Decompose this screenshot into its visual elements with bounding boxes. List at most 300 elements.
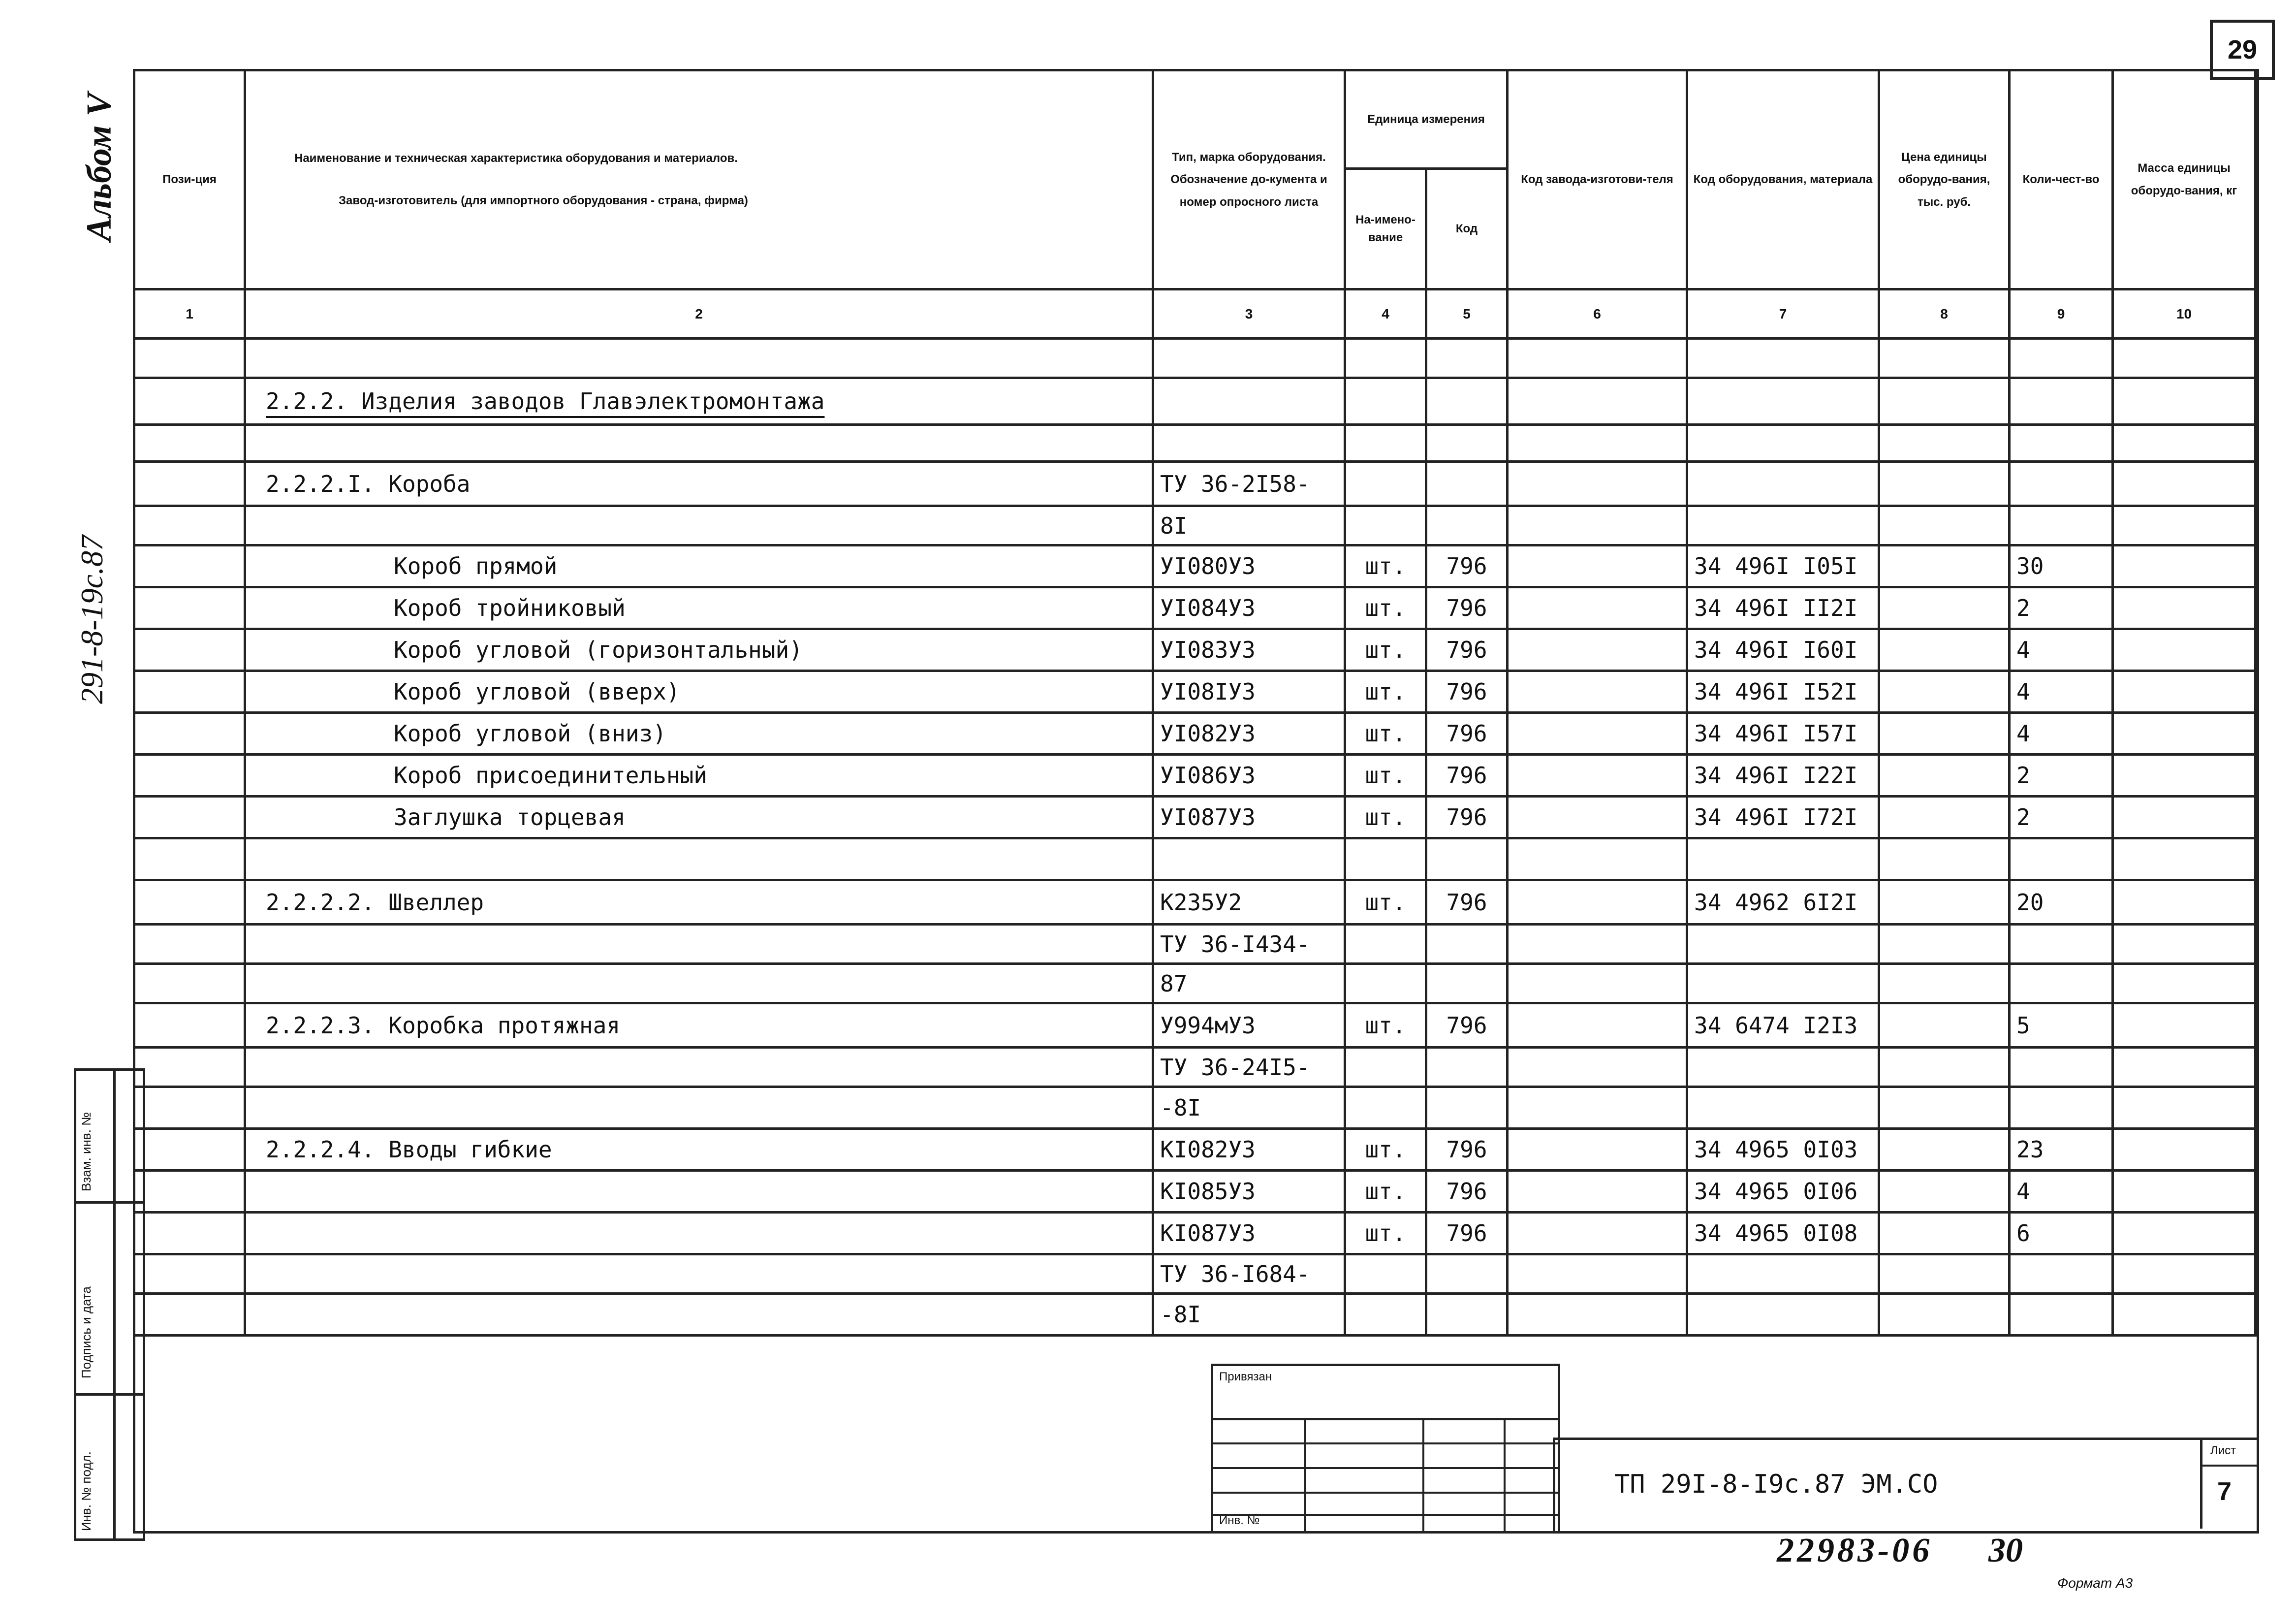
unit-code-cell: 796 <box>1426 880 1508 925</box>
material-code-cell: 34 496I II2I <box>1687 587 1879 629</box>
unit-code-cell <box>1426 378 1508 425</box>
position-cell <box>134 671 245 713</box>
table-row <box>134 1003 2256 1048</box>
col-name-header-line1: Наименование и техническая характеристика оборудования и материалов. <box>294 152 738 165</box>
position-cell <box>134 425 245 462</box>
unit-code-cell: 796 <box>1426 545 1508 587</box>
maker-code-cell <box>1508 1048 1687 1087</box>
column-number-4: 4 <box>1345 289 1426 339</box>
price-cell <box>1879 425 2010 462</box>
unit-cell <box>1345 925 1426 964</box>
column-number-3: 3 <box>1153 289 1345 339</box>
position-cell <box>134 1213 245 1254</box>
side-inv-replace: Взам. инв. № <box>79 1112 94 1191</box>
price-cell <box>1879 1213 2010 1254</box>
quantity-cell: 4 <box>2010 713 2113 755</box>
column-number-10: 10 <box>2113 289 2256 339</box>
unit-code-cell <box>1426 964 1508 1003</box>
table-row <box>134 671 2256 713</box>
quantity-cell <box>2010 1048 2113 1087</box>
mass-cell <box>2113 1213 2256 1254</box>
maker-code-cell <box>1508 425 1687 462</box>
table-row <box>134 755 2256 797</box>
type-cell: КI085У3 <box>1153 1171 1345 1213</box>
table-row <box>134 1213 2256 1254</box>
col-price-header: Цена единицы оборудо-вания, тыс. руб. <box>1879 70 2010 289</box>
price-cell <box>1879 629 2010 671</box>
mass-cell <box>2113 797 2256 838</box>
unit-cell: шт. <box>1345 713 1426 755</box>
type-cell: КI082У3 <box>1153 1129 1345 1171</box>
unit-cell: шт. <box>1345 797 1426 838</box>
material-code-cell <box>1687 425 1879 462</box>
type-cell <box>1153 339 1345 378</box>
col-unit-header: Единица измерения <box>1345 70 1508 169</box>
type-cell: -8I <box>1153 1087 1345 1129</box>
mass-cell <box>2113 629 2256 671</box>
type-cell <box>1153 378 1345 425</box>
material-code-cell: 34 496I I57I <box>1687 713 1879 755</box>
price-cell <box>1879 671 2010 713</box>
maker-code-cell <box>1508 1294 1687 1336</box>
unit-cell <box>1345 1294 1426 1336</box>
price-cell <box>1879 1294 2010 1336</box>
sheet-no-cell <box>2200 1440 2257 1529</box>
position-cell <box>134 925 245 964</box>
column-number-5: 5 <box>1426 289 1508 339</box>
name-cell: Короб прямой <box>245 545 1153 587</box>
table-row <box>134 1087 2256 1129</box>
maker-code-cell <box>1508 964 1687 1003</box>
table-row <box>134 378 2256 425</box>
archive-number: 22983-06 <box>1777 1532 1933 1569</box>
table-row <box>134 964 2256 1003</box>
position-cell <box>134 545 245 587</box>
unit-cell <box>1345 964 1426 1003</box>
col-position-header: Пози-ция <box>134 70 245 289</box>
type-cell: УI080У3 <box>1153 545 1345 587</box>
quantity-cell: 2 <box>2010 587 2113 629</box>
maker-code-cell <box>1508 339 1687 378</box>
quantity-cell: 4 <box>2010 1171 2113 1213</box>
side-sign-date: Подпись и дата <box>79 1286 94 1378</box>
quantity-cell <box>2010 506 2113 545</box>
position-cell <box>134 1171 245 1213</box>
mass-cell <box>2113 545 2256 587</box>
name-cell <box>245 425 1153 462</box>
mass-cell <box>2113 880 2256 925</box>
maker-code-cell <box>1508 838 1687 880</box>
name-cell: 2.2.2.4. Вводы гибкие <box>245 1129 1153 1171</box>
mass-cell <box>2113 1048 2256 1087</box>
table-row <box>134 1129 2256 1171</box>
designation-block <box>1553 1438 2257 1531</box>
position-cell <box>134 629 245 671</box>
material-code-cell <box>1687 1048 1879 1087</box>
unit-cell <box>1345 462 1426 506</box>
price-cell <box>1879 838 2010 880</box>
quantity-cell: 30 <box>2010 545 2113 587</box>
material-code-cell <box>1687 838 1879 880</box>
price-cell <box>1879 506 2010 545</box>
type-cell: УI08IУ3 <box>1153 671 1345 713</box>
specification-table <box>133 69 2257 1337</box>
price-cell <box>1879 964 2010 1003</box>
material-code-cell: 34 496I I52I <box>1687 671 1879 713</box>
mass-cell <box>2113 378 2256 425</box>
quantity-cell <box>2010 925 2113 964</box>
column-number-6: 6 <box>1508 289 1687 339</box>
maker-code-cell <box>1508 587 1687 629</box>
unit-code-cell: 796 <box>1426 629 1508 671</box>
name-cell: Короб присоединительный <box>245 755 1153 797</box>
position-cell <box>134 713 245 755</box>
material-code-cell: 34 4965 0I08 <box>1687 1213 1879 1254</box>
name-cell: Короб угловой (вверх) <box>245 671 1153 713</box>
position-cell <box>134 1003 245 1048</box>
unit-code-cell: 796 <box>1426 587 1508 629</box>
material-code-cell <box>1687 506 1879 545</box>
material-code-cell: 34 6474 I2I3 <box>1687 1003 1879 1048</box>
name-cell <box>245 1048 1153 1087</box>
material-code-cell: 34 496I I60I <box>1687 629 1879 671</box>
position-cell <box>134 462 245 506</box>
mass-cell <box>2113 587 2256 629</box>
column-number-9: 9 <box>2010 289 2113 339</box>
price-cell <box>1879 462 2010 506</box>
unit-code-cell <box>1426 1048 1508 1087</box>
col-quantity-header: Коли-чест-во <box>2010 70 2113 289</box>
unit-cell <box>1345 1254 1426 1294</box>
mass-cell <box>2113 713 2256 755</box>
unit-code-cell <box>1426 462 1508 506</box>
unit-cell: шт. <box>1345 629 1426 671</box>
type-cell: ТУ 36-24I5- <box>1153 1048 1345 1087</box>
unit-cell: шт. <box>1345 1171 1426 1213</box>
linked-stamp <box>1211 1364 1560 1534</box>
material-code-cell: 34 4962 6I2I <box>1687 880 1879 925</box>
mass-cell <box>2113 671 2256 713</box>
type-cell: ТУ 36-I434- <box>1153 925 1345 964</box>
material-code-cell <box>1687 925 1879 964</box>
price-cell <box>1879 378 2010 425</box>
type-cell: ТУ 36-2I58- <box>1153 462 1345 506</box>
type-cell: УI086У3 <box>1153 755 1345 797</box>
quantity-cell: 6 <box>2010 1213 2113 1254</box>
material-code-cell <box>1687 339 1879 378</box>
unit-cell <box>1345 378 1426 425</box>
name-cell: Короб угловой (горизонтальный) <box>245 629 1153 671</box>
unit-cell: шт. <box>1345 545 1426 587</box>
maker-code-cell <box>1508 880 1687 925</box>
unit-code-cell: 796 <box>1426 1171 1508 1213</box>
unit-code-cell: 796 <box>1426 671 1508 713</box>
mass-cell <box>2113 925 2256 964</box>
column-number-8: 8 <box>1879 289 2010 339</box>
archive-sheet: 30 <box>1988 1532 2023 1569</box>
price-cell <box>1879 545 2010 587</box>
unit-cell: шт. <box>1345 880 1426 925</box>
table-row <box>134 1294 2256 1336</box>
position-cell <box>134 838 245 880</box>
mass-cell <box>2113 755 2256 797</box>
price-cell <box>1879 1087 2010 1129</box>
position-cell <box>134 797 245 838</box>
maker-code-cell <box>1508 1003 1687 1048</box>
name-cell: Короб тройниковый <box>245 587 1153 629</box>
unit-cell: шт. <box>1345 1129 1426 1171</box>
quantity-cell: 5 <box>2010 1003 2113 1048</box>
quantity-cell <box>2010 838 2113 880</box>
header-row <box>134 70 2256 169</box>
name-cell <box>245 1213 1153 1254</box>
mass-cell <box>2113 838 2256 880</box>
mass-cell <box>2113 462 2256 506</box>
name-cell <box>245 838 1153 880</box>
position-cell <box>134 1254 245 1294</box>
col-material-code-header: Код оборудования, материала <box>1687 70 1879 289</box>
name-cell <box>245 925 1153 964</box>
material-code-cell <box>1687 1087 1879 1129</box>
unit-cell <box>1345 1087 1426 1129</box>
type-cell: 87 <box>1153 964 1345 1003</box>
name-cell <box>245 1294 1153 1336</box>
material-code-cell: 34 4965 0I03 <box>1687 1129 1879 1171</box>
unit-code-cell: 796 <box>1426 755 1508 797</box>
mass-cell <box>2113 1294 2256 1336</box>
unit-cell <box>1345 506 1426 545</box>
unit-code-cell: 796 <box>1426 1129 1508 1171</box>
unit-code-cell: 796 <box>1426 797 1508 838</box>
unit-code-cell <box>1426 339 1508 378</box>
price-cell <box>1879 713 2010 755</box>
table-row <box>134 587 2256 629</box>
type-cell: КI087У3 <box>1153 1213 1345 1254</box>
table-row <box>134 506 2256 545</box>
table-row <box>134 880 2256 925</box>
quantity-cell <box>2010 1294 2113 1336</box>
material-code-cell <box>1687 378 1879 425</box>
side-inv-orig: Инв. № подл. <box>79 1451 94 1531</box>
position-cell <box>134 1294 245 1336</box>
unit-cell: шт. <box>1345 587 1426 629</box>
type-cell <box>1153 425 1345 462</box>
mass-cell <box>2113 1003 2256 1048</box>
price-cell <box>1879 880 2010 925</box>
price-cell <box>1879 925 2010 964</box>
table-row <box>134 339 2256 378</box>
unit-cell: шт. <box>1345 671 1426 713</box>
type-cell: 8I <box>1153 506 1345 545</box>
price-cell <box>1879 1129 2010 1171</box>
unit-code-cell <box>1426 425 1508 462</box>
name-cell: Заглушка торцевая <box>245 797 1153 838</box>
unit-cell <box>1345 339 1426 378</box>
quantity-cell <box>2010 425 2113 462</box>
type-cell: УI084У3 <box>1153 587 1345 629</box>
column-number-2: 2 <box>245 289 1153 339</box>
type-cell: У994мУ3 <box>1153 1003 1345 1048</box>
col-maker-code-header: Код завода-изготови-теля <box>1508 70 1687 289</box>
table-row <box>134 713 2256 755</box>
table-row <box>134 1171 2256 1213</box>
position-cell <box>134 1129 245 1171</box>
quantity-cell <box>2010 339 2113 378</box>
position-cell <box>134 1087 245 1129</box>
type-cell: К235У2 <box>1153 880 1345 925</box>
mass-cell <box>2113 964 2256 1003</box>
unit-code-cell <box>1426 838 1508 880</box>
mass-cell <box>2113 1087 2256 1129</box>
unit-code-cell <box>1426 1294 1508 1336</box>
table-row <box>134 629 2256 671</box>
unit-cell: шт. <box>1345 1213 1426 1254</box>
col-name-header <box>245 70 1153 289</box>
inv-no-label: Инв. № <box>1219 1514 1260 1527</box>
maker-code-cell <box>1508 755 1687 797</box>
name-cell: 2.2.2.2. Швеллер <box>245 880 1153 925</box>
mass-cell <box>2113 1254 2256 1294</box>
sheet-number: 7 <box>2217 1477 2232 1506</box>
quantity-cell <box>2010 378 2113 425</box>
price-cell <box>1879 1254 2010 1294</box>
mass-cell <box>2113 506 2256 545</box>
price-cell <box>1879 1171 2010 1213</box>
mass-cell <box>2113 1171 2256 1213</box>
maker-code-cell <box>1508 713 1687 755</box>
unit-code-cell <box>1426 925 1508 964</box>
table-row <box>134 1254 2256 1294</box>
type-cell: УI083У3 <box>1153 629 1345 671</box>
material-code-cell: 34 496I I22I <box>1687 755 1879 797</box>
quantity-cell: 20 <box>2010 880 2113 925</box>
material-code-cell: 34 496I I72I <box>1687 797 1879 838</box>
material-code-cell <box>1687 1294 1879 1336</box>
unit-cell <box>1345 425 1426 462</box>
name-cell <box>245 506 1153 545</box>
position-cell <box>134 587 245 629</box>
maker-code-cell <box>1508 1213 1687 1254</box>
name-cell: 2.2.2.3. Коробка протяжная <box>245 1003 1153 1048</box>
unit-code-cell <box>1426 1254 1508 1294</box>
unit-cell: шт. <box>1345 755 1426 797</box>
document-designation: ТП 29I-8-I9с.87 ЭМ.СО <box>1614 1470 1938 1499</box>
price-cell <box>1879 755 2010 797</box>
column-number-7: 7 <box>1687 289 1879 339</box>
position-cell <box>134 755 245 797</box>
quantity-cell: 2 <box>2010 797 2113 838</box>
col-type-header: Тип, марка оборудования. Обозначение до-кумента и номер опросного листа <box>1153 70 1345 289</box>
price-cell <box>1879 1048 2010 1087</box>
side-doc-code: 291-8-19с.87 <box>74 535 109 704</box>
quantity-cell <box>2010 462 2113 506</box>
maker-code-cell <box>1508 378 1687 425</box>
name-cell <box>245 1171 1153 1213</box>
maker-code-cell <box>1508 629 1687 671</box>
name-cell: Короб угловой (вниз) <box>245 713 1153 755</box>
name-cell <box>245 378 1153 425</box>
unit-cell <box>1345 838 1426 880</box>
unit-code-cell <box>1426 506 1508 545</box>
material-code-cell: 34 496I I05I <box>1687 545 1879 587</box>
quantity-cell <box>2010 964 2113 1003</box>
album-label: Альбом V <box>79 93 119 241</box>
price-cell <box>1879 587 2010 629</box>
col-unit-name-header: На-имено-вание <box>1345 169 1426 289</box>
price-cell <box>1879 1003 2010 1048</box>
name-cell <box>245 1087 1153 1129</box>
maker-code-cell <box>1508 462 1687 506</box>
unit-code-cell <box>1426 1087 1508 1129</box>
position-cell <box>134 964 245 1003</box>
maker-code-cell <box>1508 1129 1687 1171</box>
material-code-cell: 34 4965 0I06 <box>1687 1171 1879 1213</box>
position-cell <box>134 880 245 925</box>
quantity-cell: 23 <box>2010 1129 2113 1171</box>
type-cell: ТУ 36-I684- <box>1153 1254 1345 1294</box>
section-heading: 2.2.2. Изделия заводов Главэлектромонтажа <box>266 388 825 415</box>
mass-cell <box>2113 425 2256 462</box>
quantity-cell: 2 <box>2010 755 2113 797</box>
linked-label: Привязан <box>1219 1370 1272 1383</box>
unit-code-cell: 796 <box>1426 1003 1508 1048</box>
column-number-row <box>134 289 2256 339</box>
position-cell <box>134 1048 245 1087</box>
price-cell <box>1879 339 2010 378</box>
table-row <box>134 1048 2256 1087</box>
table-row <box>134 797 2256 838</box>
column-number-1: 1 <box>134 289 245 339</box>
maker-code-cell <box>1508 545 1687 587</box>
type-cell: УI087У3 <box>1153 797 1345 838</box>
price-cell <box>1879 797 2010 838</box>
position-cell <box>134 339 245 378</box>
name-cell <box>245 339 1153 378</box>
position-cell <box>134 378 245 425</box>
unit-code-cell: 796 <box>1426 1213 1508 1254</box>
col-unit-code-header: Код <box>1426 169 1508 289</box>
name-cell: 2.2.2.I. Короба <box>245 462 1153 506</box>
sheet-label: Лист <box>2210 1444 2236 1457</box>
quantity-cell: 4 <box>2010 629 2113 671</box>
position-cell <box>134 506 245 545</box>
material-code-cell <box>1687 964 1879 1003</box>
name-cell <box>245 1254 1153 1294</box>
type-cell: УI082У3 <box>1153 713 1345 755</box>
unit-cell: шт. <box>1345 1003 1426 1048</box>
quantity-cell <box>2010 1254 2113 1294</box>
maker-code-cell <box>1508 1254 1687 1294</box>
page-number: 29 <box>2227 35 2258 64</box>
maker-code-cell <box>1508 925 1687 964</box>
name-cell <box>245 964 1153 1003</box>
quantity-cell: 4 <box>2010 671 2113 713</box>
type-cell <box>1153 838 1345 880</box>
maker-code-cell <box>1508 1171 1687 1213</box>
unit-cell <box>1345 1048 1426 1087</box>
unit-code-cell: 796 <box>1426 713 1508 755</box>
table-row <box>134 545 2256 587</box>
maker-code-cell <box>1508 1087 1687 1129</box>
material-code-cell <box>1687 462 1879 506</box>
type-cell: -8I <box>1153 1294 1345 1336</box>
quantity-cell <box>2010 1087 2113 1129</box>
mass-cell <box>2113 1129 2256 1171</box>
format-label: Формат А3 <box>2057 1575 2133 1591</box>
maker-code-cell <box>1508 797 1687 838</box>
col-mass-header: Масса единицы оборудо-вания, кг <box>2113 70 2256 289</box>
material-code-cell <box>1687 1254 1879 1294</box>
